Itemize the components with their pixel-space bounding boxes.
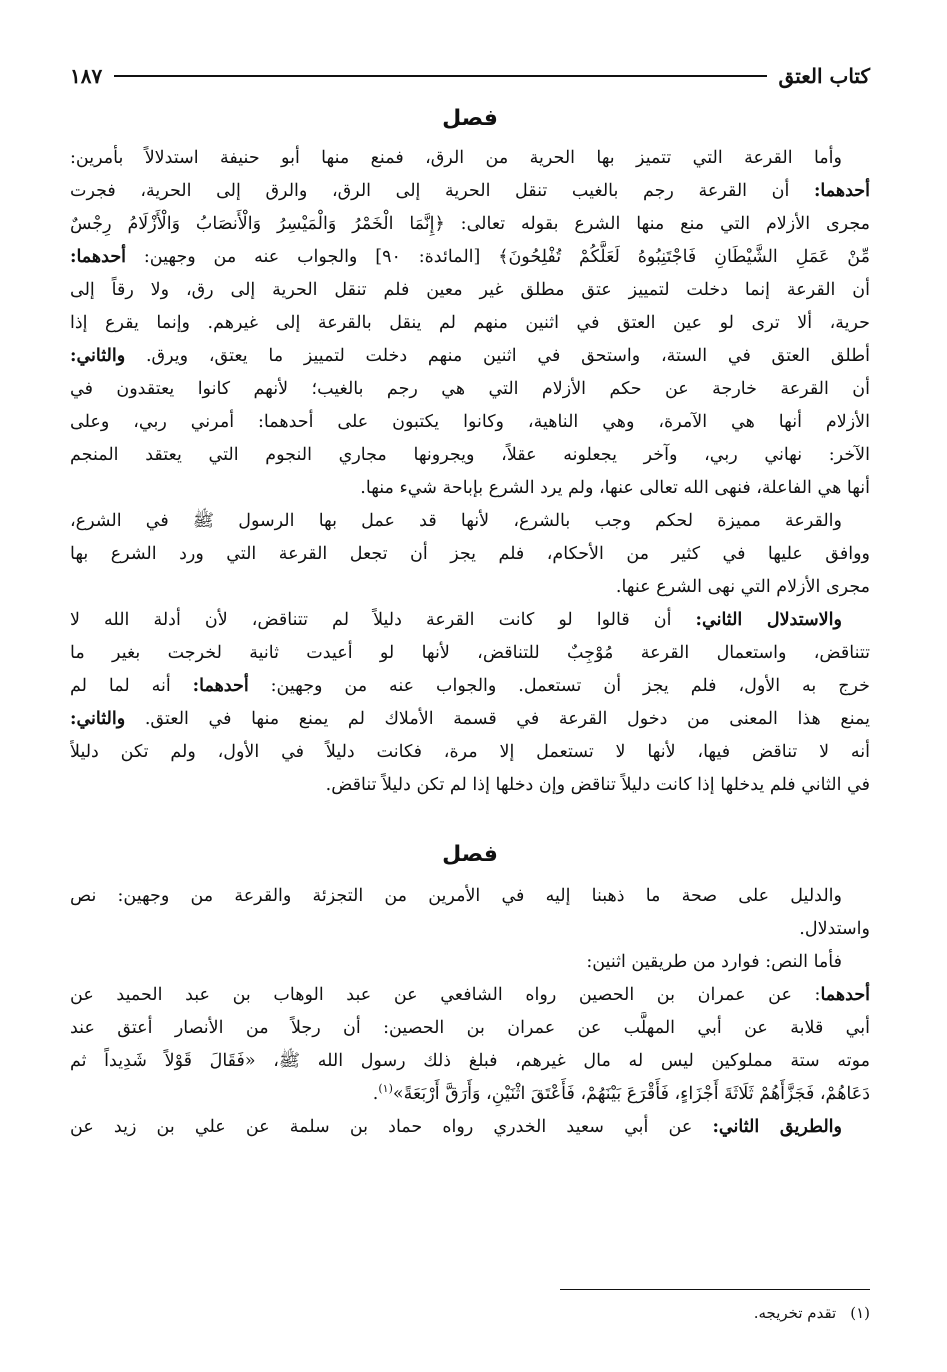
text-line: أحدهما: عن عمران بن الحصين رواه الشافعي عن عبد الوهاب بن عبد الحميد عن: [70, 985, 870, 1005]
text-line: أبي قلابة عن أبي المهلَّب عن عمران بن الحصين: أن رجلاً من الأنصار أعتق عند: [70, 1018, 870, 1038]
text-line: والدليل على صحة ما ذهبنا إليه في الأمرين من التجزئة والقرعة من وجهين: نص: [70, 886, 842, 906]
section-heading: فصل: [442, 842, 498, 867]
text-line: والطريق الثاني: عن أبي سعيد الخدري رواه حماد بن سلمة عن علي بن زيد عن: [70, 1117, 842, 1137]
text-line: الآخر: نهاني ربي، وآخر يجعلونه عقلاً، ويجرونها مجاري النجوم التي يعتقد المنجم: [70, 445, 870, 465]
text-line: حرية، ألا ترى لو عين العتق في اثنين منهم لم ينقل بالقرعة إلى غيرهم. وإنما يقرع إذا: [70, 313, 870, 333]
section-heading: فصل: [442, 106, 498, 131]
text-line: دَعَاهُمْ، فَجَزَّأَهُمْ ثَلَاثَةَ أَجْزَاءٍ، فَأَقْرَعَ بَيْنَهُمْ، فَأَعْتَقَ اثْنَيْنِ، وَأَرَقَّ أَرْبَعَةً»$^{(١)}$.: [372, 1082, 870, 1104]
text-line: والاستدلال الثاني: أن قالوا لو كانت القرعة دليلاً لم تتناقض، لأن أدلة الله لا: [70, 610, 842, 630]
text-line: موته ستة مملوكين ليس له مال غيرهم، فبلغ ذلك رسول الله ﷺ، «فَقَالَ قَوْلاً شَدِيداً ثم: [70, 1051, 870, 1071]
text-line: أحدهما: أن القرعة رجم بالغيب تنقل الحرية إلى الرق، والرق إلى الحرية، فجرت: [70, 181, 870, 201]
footnote-number: (١): [850, 1304, 870, 1322]
text-line: وأما القرعة التي تتميز بها الحرية من الرق، فمنع منها أبو حنيفة استدلالاً بأمرين:: [70, 148, 842, 168]
body-text-2: [70, 880, 870, 1144]
running-header: [70, 56, 870, 96]
text-line: تتناقض، واستعمال القرعة مُوْجِبٌ للتناقض، لأنها لو أعيدت ثانية لخرجت بغير ما: [70, 643, 870, 663]
text-line: أن القرعة إنما دخلت لتمييز عتق مطلق غير معين فلم تنقل الحرية إلى رق، ولا رقاً إلى: [70, 280, 870, 300]
text-line: مِّنْ عَمَلِ الشَّيْطَانِ فَاجْتَنِبُوهُ لَعَلَّكُمْ تُفْلِحُونَ﴾ [المائدة: ٩٠] والجواب عنه من وجهين: أحدهما:: [70, 247, 870, 267]
text-line: أطلق العتق في الستة، واستحق في اثنين منهم دخلت لتمييز ما يعتق، ويرق. والثاني:: [70, 346, 870, 366]
text-line: الأزلام أنها هي الآمرة، وهي الناهية، وكانوا يكتبون على أحدهما: أمرني ربي، وعلى: [70, 412, 870, 432]
text-line: خرج به الأول، فلم يجز أن تستعمل. والجواب عنه من وجهين: أحدهما: أنه لما لم: [70, 676, 870, 696]
text-line: فأما النص: فوارد من طريقين اثنين:: [586, 952, 842, 972]
text-line: يمنع هذا المعنى من دخول القرعة في قسمة الأملاك لم يمنع منها في العتق. والثاني:: [70, 709, 870, 729]
footnote-text: تقدم تخريجه.: [753, 1304, 837, 1322]
text-line: أن القرعة خارجة عن حكم الأزلام التي هي رجم بالغيب؛ لأنهم كانوا يعتقدون في: [70, 379, 870, 399]
text-line: أنه لا تناقض فيها، لأنها لا تستعمل إلا مرة، فكانت دليلاً في الأول، ولم تكن دليلاً: [70, 742, 870, 762]
text-line: أنها هي الفاعلة، فنهى الله تعالى عنها، ولم يرد الشرع بإباحة شيء منها.: [360, 478, 870, 498]
footnote-rule: [560, 1289, 870, 1290]
text-line: واستدلال.: [799, 919, 870, 939]
body-text-1: [70, 142, 870, 802]
text-line: مجرى الأزلام التي نهى الشرع عنها.: [615, 577, 870, 597]
document-page: [70, 44, 870, 1344]
text-line: ووافق عليها في كثير من الأحكام، فلم يجز أن تجعل القرعة التي ورد الشرع بها: [70, 544, 870, 564]
footnote: [754, 1304, 870, 1322]
book-title: كتاب العتق: [778, 64, 870, 88]
page-number: ١٨٧: [70, 64, 103, 88]
text-line: والقرعة مميزة لحكم وجب بالشرع، لأنها قد عمل بها الرسول ﷺ في الشرع،: [70, 511, 842, 531]
text-line: مجرى الأزلام التي منع منها الشرع بقوله تعالى: ﴿إِنَّمَا الْخَمْرُ وَالْمَيْسِرُ وَالْأَنصَابُ وَالْأَزْلَامُ رِجْسٌ: [70, 214, 870, 234]
header-rule: [114, 75, 766, 77]
text-line: في الثاني فلم يدخلها إذا كانت دليلاً تناقض وإن دخلها إذا لم تكن دليلاً تناقض.: [325, 775, 870, 795]
footnote-reference[interactable]: (١): [378, 1082, 393, 1096]
